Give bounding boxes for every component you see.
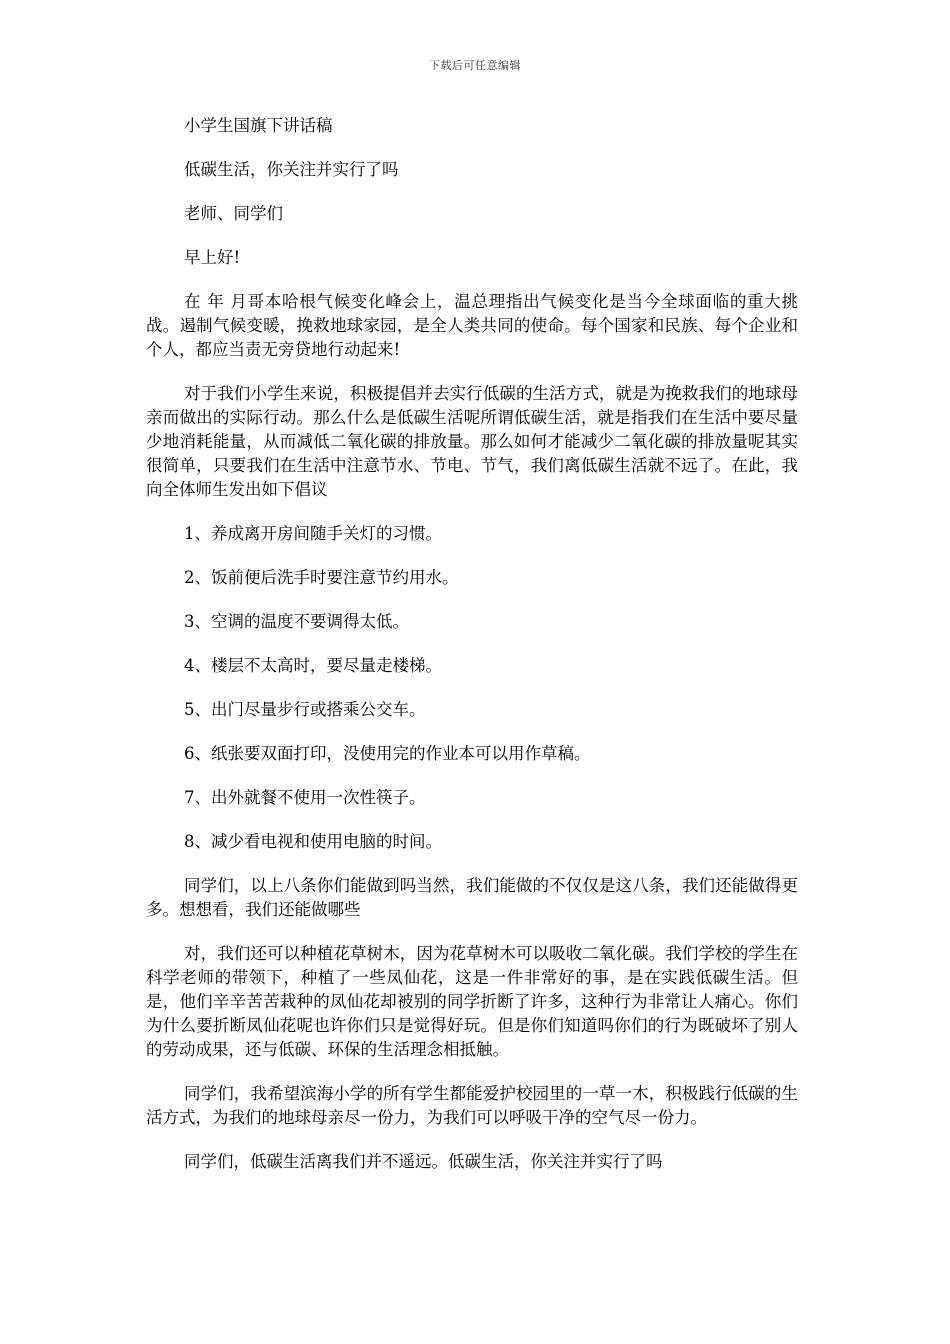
greeting: 早上好!: [184, 248, 241, 267]
proposal-item: 2、饭前便后洗手时要注意节约用水。: [184, 568, 459, 587]
paragraph-closing: 同学们，低碳生活离我们并不遥远。低碳生活，你关注并实行了吗: [184, 1152, 663, 1171]
proposal-item: 7、出外就餐不使用一次性筷子。: [184, 788, 426, 807]
proposal-item: 4、楼层不太高时，要尽量走楼梯。: [184, 656, 442, 675]
document-title: 小学生国旗下讲话稿: [184, 116, 333, 135]
document-subtitle: 低碳生活，你关注并实行了吗: [184, 160, 399, 179]
paragraph-low-carbon: 对于我们小学生来说，积极提倡并去实行低碳的生活方式，就是为挽救我们的地球母亲而做出的实际行动。那么什么是低碳生活呢所谓低碳生活，就是指我们在生活中要尽量少地消耗能量，从而减低二氧化碳的排放量。那么如何才能减少二氧化碳的排放量呢其实很简单，只要我们在生活中注意节水、节电、节气，我们离低碳生活就不远了。在此，我向全体师生发出如下倡议: [146, 384, 798, 499]
proposal-item: 8、减少看电视和使用电脑的时间。: [184, 832, 442, 851]
proposal-item: 3、空调的温度不要调得太低。: [184, 612, 409, 631]
page-header-note: 下载后可任意编辑: [429, 59, 521, 72]
proposal-item: 1、养成离开房间随手关灯的习惯。: [184, 524, 442, 543]
document-body: [146, 114, 798, 1194]
paragraph-intro: 在 年 月哥本哈根气候变化峰会上，温总理指出气候变化是当今全球面临的重大挑战。遏制气候变暖，挽救地球家园，是全人类共同的使命。每个国家和民族、每个企业和个人，都应当责无旁贷地行动起来!: [146, 292, 798, 359]
salutation: 老师、同学们: [184, 204, 283, 223]
proposal-item: 5、出门尽量步行或搭乘公交车。: [184, 700, 426, 719]
paragraph-closing: 对，我们还可以种植花草树木，因为花草树木可以吸收二氧化碳。我们学校的学生在科学老师的带领下，种植了一些凤仙花，这是一件非常好的事，是在实践低碳生活。但是，他们辛辛苦苦栽种的凤仙花却被别的同学折断了许多，这种行为非常让人痛心。你们为什么要折断凤仙花呢也许你们只是觉得好玩。但是你们知道吗你们的行为既破坏了别人的劳动成果，还与低碳、环保的生活理念相抵触。: [146, 944, 798, 1059]
paragraph-closing: 同学们，以上八条你们能做到吗当然，我们能做的不仅仅是这八条，我们还能做得更多。想想看，我们还能做哪些: [146, 876, 798, 919]
paragraph-closing: 同学们，我希望滨海小学的所有学生都能爱护校园里的一草一木，积极践行低碳的生活方式，为我们的地球母亲尽一份力，为我们可以呼吸干净的空气尽一份力。: [146, 1084, 798, 1127]
proposal-item: 6、纸张要双面打印，没使用完的作业本可以用作草稿。: [184, 744, 591, 763]
